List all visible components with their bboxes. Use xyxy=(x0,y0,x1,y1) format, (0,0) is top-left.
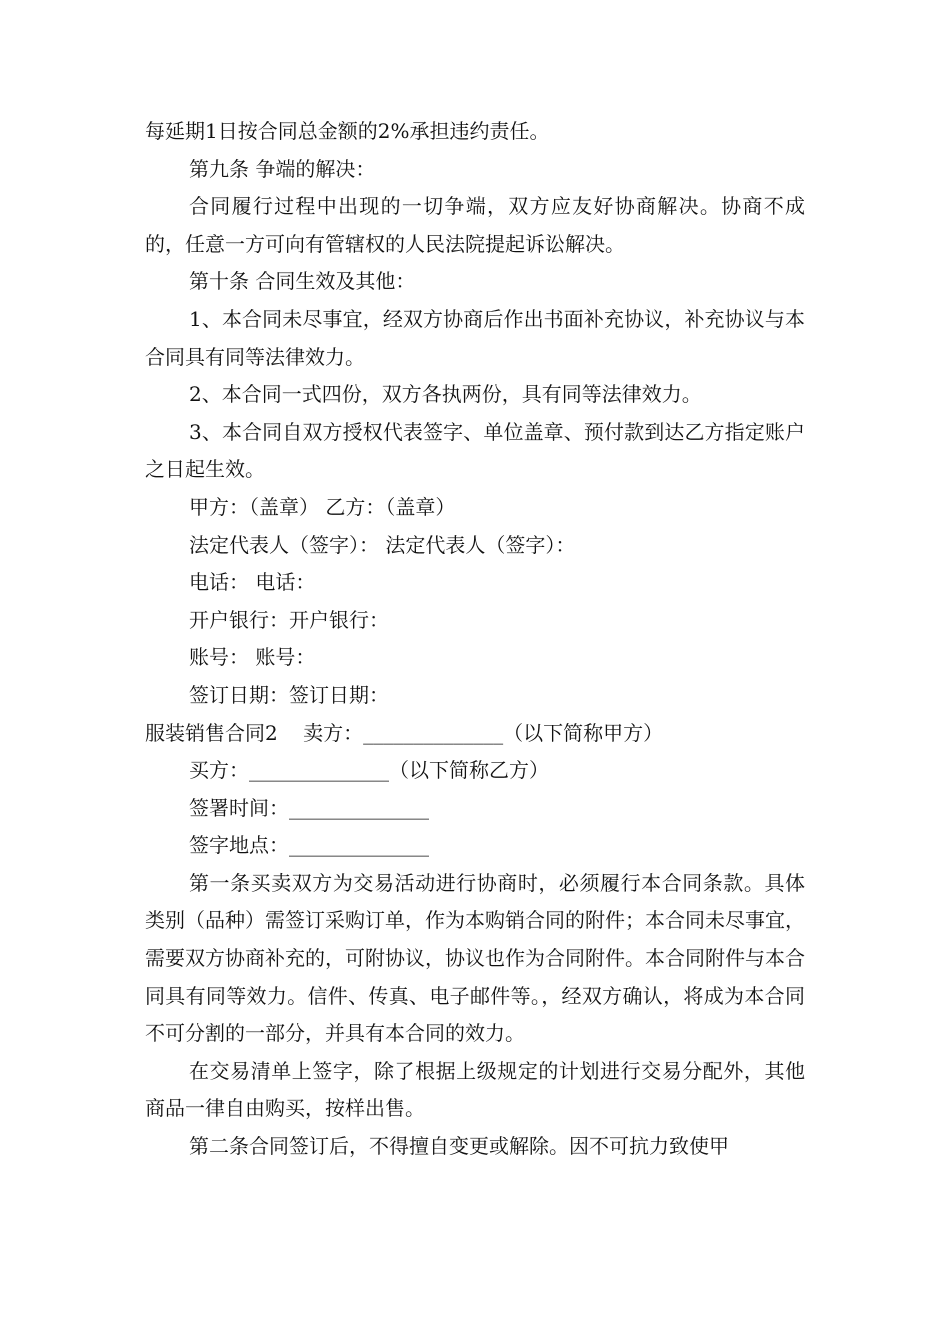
paragraph-item-2: 2、本合同一式四份，双方各执两份，具有同等法律效力。 xyxy=(189,382,702,407)
paragraph-article-2: 第二条合同签订后，不得擅自变更或解除。因不可抗力致使甲 xyxy=(189,1134,729,1159)
paragraph-item-1: 1、本合同未尽事宜，经双方协商后作出书面补充协议，补充协议与本合同具有同等法律效力。 xyxy=(145,306,805,369)
signature-phone: 电话： 电话： xyxy=(189,570,316,595)
contract-2-signing-place: 签字地点：______________ xyxy=(189,833,429,858)
contract-2-title-seller: 服装销售合同2 卖方：______________（以下简称甲方） xyxy=(145,720,664,745)
signature-account: 账号： 账号： xyxy=(189,645,316,670)
document-page xyxy=(145,113,805,1166)
paragraph-trade-list: 在交易清单上签字，除了根据上级规定的计划进行交易分配外，其他商品一律自由购买，按样出售。 xyxy=(145,1058,805,1121)
paragraph-article-1: 第一条买卖双方为交易活动进行协商时，必须履行本合同条款。具体类别（品种）需签订采购订单，作为本购销合同的附件；本合同未尽事宜，需要双方协商补充的，可附协议，协议也作为合同附件。本合同附件与本合同具有同等效力。信件、传真、电子邮件等。，经双方确认，将成为本合同不可分割的一部分，并具有本合同的效力。 xyxy=(145,870,805,1046)
paragraph-item-3: 3、本合同自双方授权代表签字、单位盖章、预付款到达乙方指定账户之日起生效。 xyxy=(145,419,805,482)
paragraph-dispute-resolution: 合同履行过程中出现的一切争端，双方应友好协商解决。协商不成的，任意一方可向有管辖权的人民法院提起诉讼解决。 xyxy=(145,194,805,256)
signature-legal-representative: 法定代表人（签字）： 法定代表人（签字）： xyxy=(189,532,576,557)
signature-date: 签订日期：签订日期： xyxy=(189,682,389,707)
contract-2-signing-time: 签署时间：______________ xyxy=(189,795,429,820)
signature-party-seal: 甲方：（盖章） 乙方：（盖章） xyxy=(189,494,456,519)
paragraph-penalty-clause: 每延期1日按合同总金额的2%承担违约责任。 xyxy=(145,119,550,143)
heading-article-10: 第十条 合同生效及其他： xyxy=(189,269,416,294)
contract-2-buyer: 买方：______________（以下简称乙方） xyxy=(189,758,549,783)
signature-bank: 开户银行：开户银行： xyxy=(189,607,389,632)
heading-article-9: 第九条 争端的解决： xyxy=(189,156,376,181)
